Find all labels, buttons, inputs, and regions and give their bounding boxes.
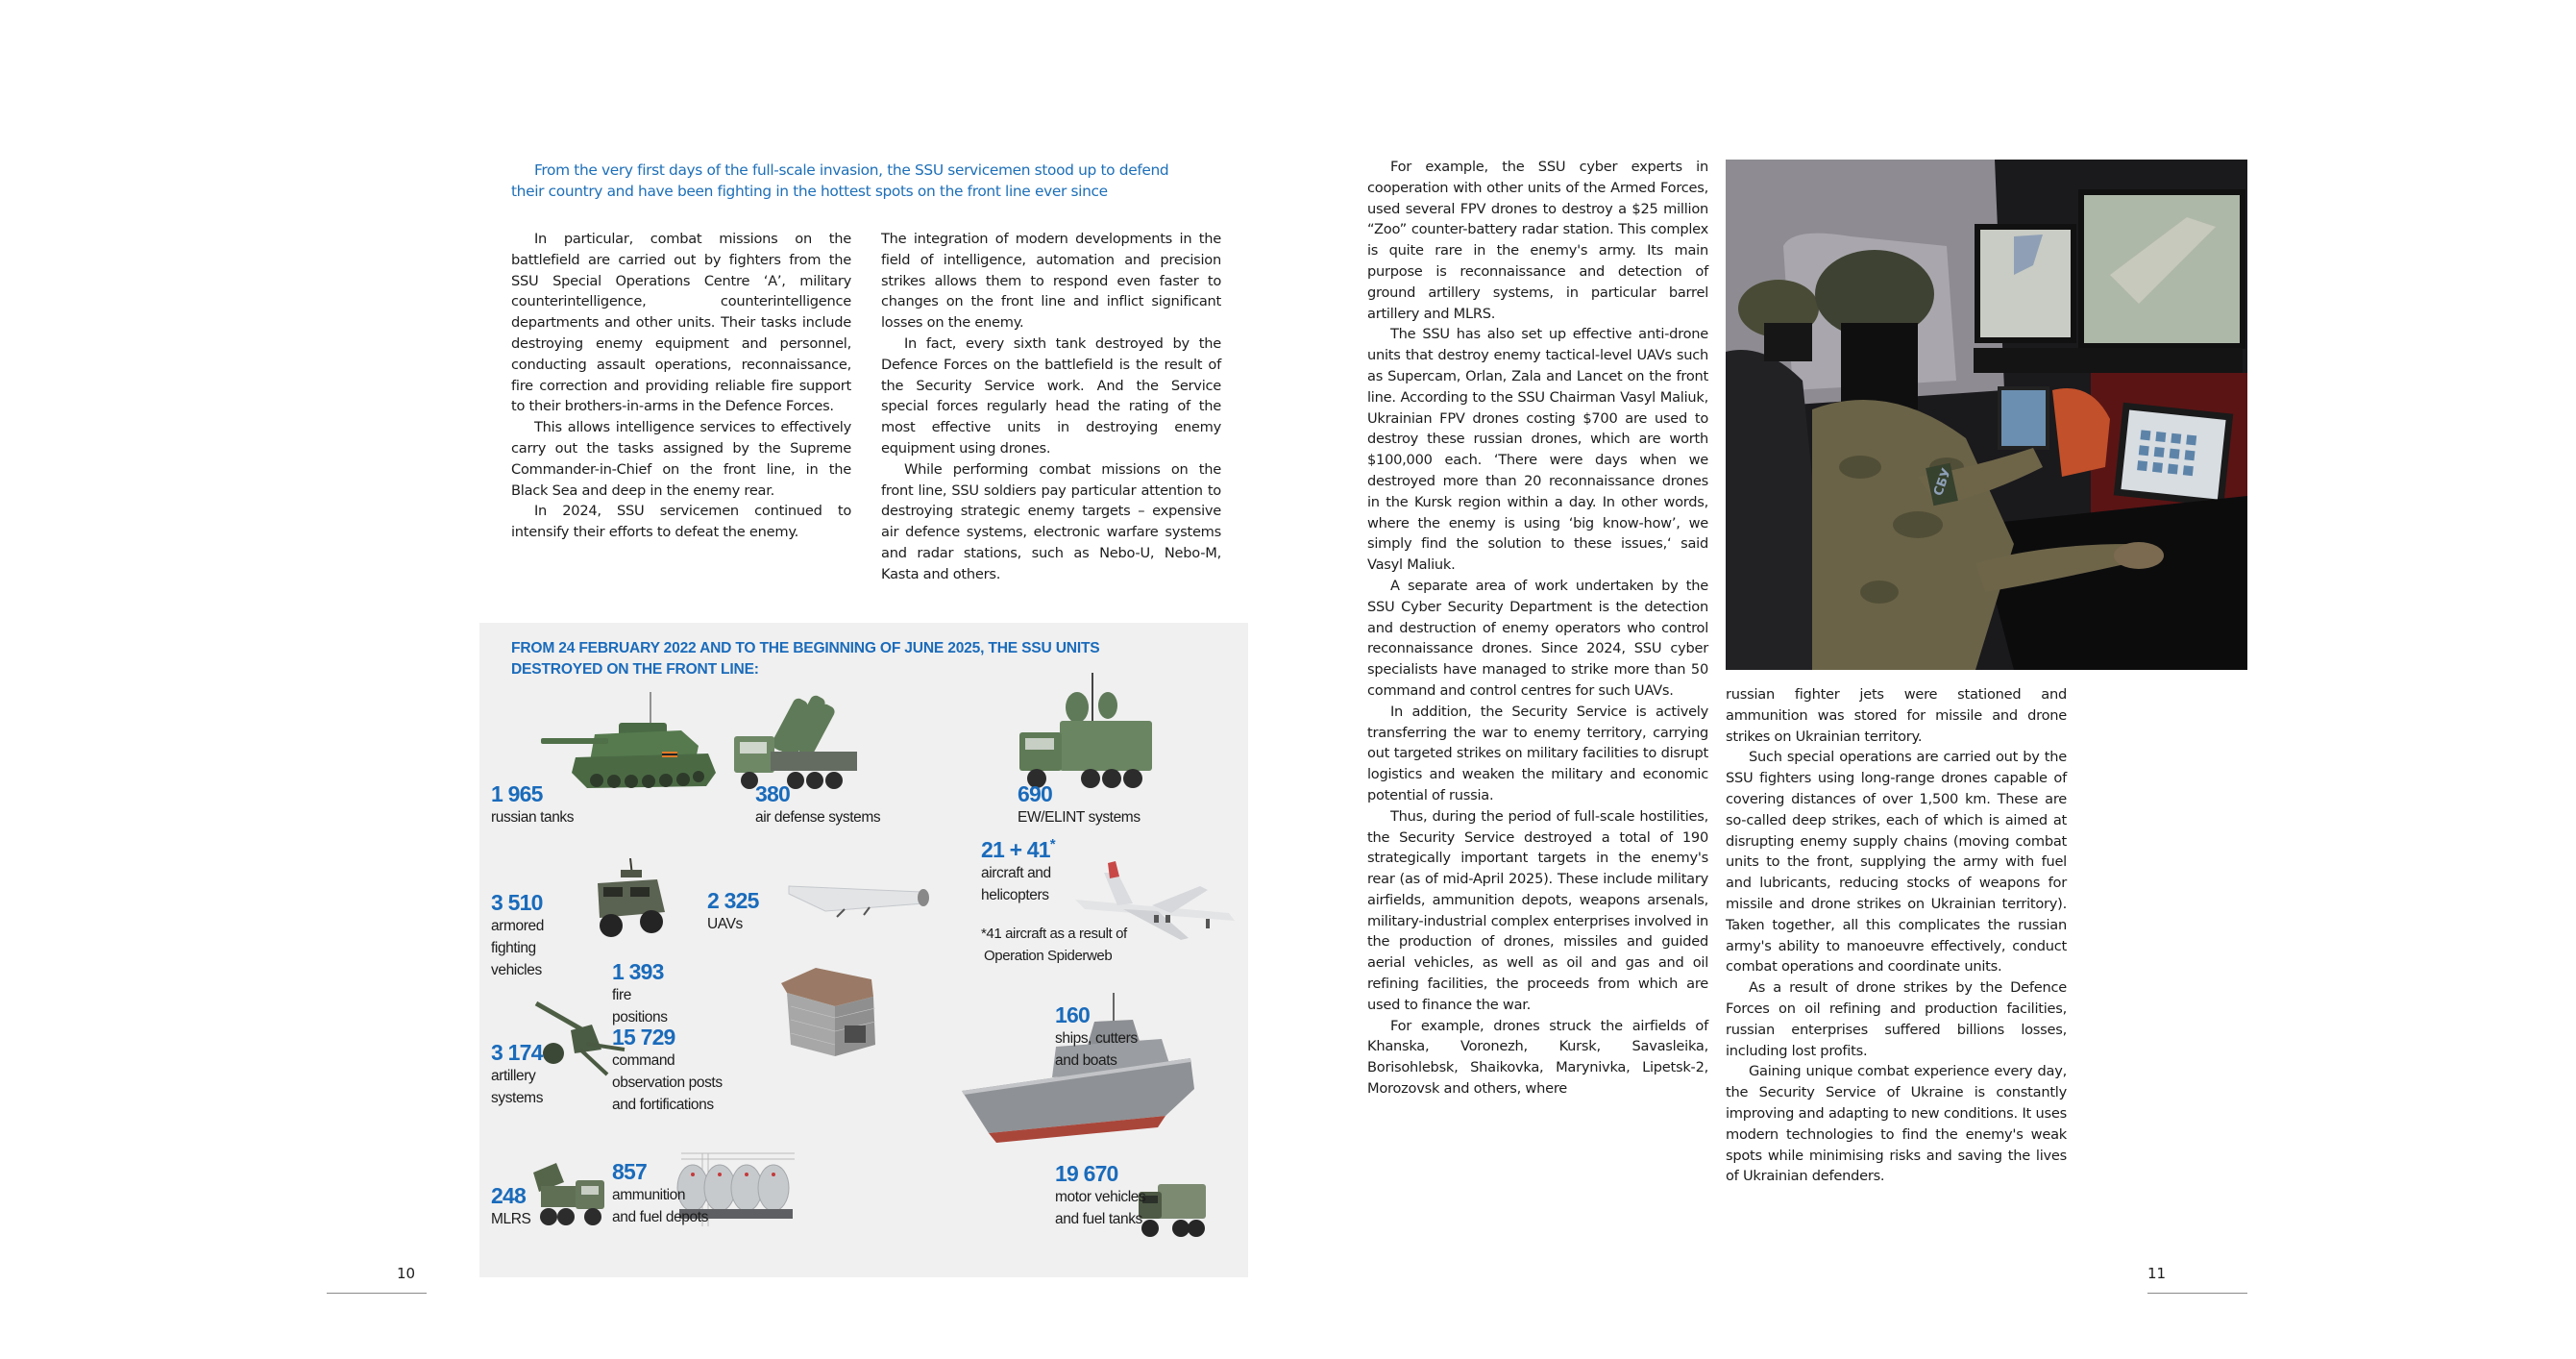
lead-line-1: From the very first days of the full-scale invasion, the SSU servicemen stood up to defend (534, 161, 1169, 179)
stat-label: vehicles (491, 962, 542, 978)
paragraph: Thus, during the period of full-scale hostilities, the Security Service destroyed a total of 190 strategically important targets in the enemy's rear (as of mid-April 2025). These include military airfields, ammunition depots, weapons arsenals, military-industrial complex enterprises involved in the production of drones, missiles and guided aerial vehicles, as well as oil and gas and oil refining facilities, the proceeds from which are used to finance the war. (1367, 807, 1708, 1013)
paragraph: The integration of modern developments in the field of intelligence, automation and precision strikes allows them to respond even faster to changes on the front line and inflict significant losses on the enemy. (881, 231, 1221, 332)
howitzer-icon (532, 996, 628, 1082)
stat-aircraft (981, 832, 1055, 906)
stat-label: helicopters (981, 887, 1049, 903)
page-number-rule-right (2147, 1293, 2247, 1294)
stat-air-defense (755, 781, 880, 828)
stat-value: 1 965 (491, 781, 543, 806)
page-number-right: 11 (2147, 1265, 2167, 1282)
destroyed-equipment-infographic (479, 623, 1248, 1277)
stat-label: armored (491, 918, 544, 934)
stat-depots (612, 1159, 708, 1228)
paragraph: In addition, the Security Service is actively transferring the war to enemy territory, carrying out targeted strikes on military facilities to disrupt logistics and weaken the military and economic potential of russia. (1367, 703, 1708, 803)
paragraph: The SSU has also set up effective anti-drone units that destroy enemy tactical-level UAVs such as Supercam, Orlan, Zala and Lancet on the front line. According to the SSU Chairman Vasyl Maliuk, Ukrainian FPV drones costing $700 are used to destroy these russian drones, which are worth $100,000 each. ‘There were days when we destroyed more than 20 reconnaissance drones in the Kursk region within a day. In other words, where the enemy is using ‘big know-how’, we simply find the solution to these issues,‘ said Vasyl Maliuk. (1367, 326, 1708, 574)
stat-label: fighting (491, 940, 536, 956)
stat-label: and fuel depots (612, 1209, 709, 1225)
infographic-title-line-2: DESTROYED ON THE FRONT LINE: (511, 661, 759, 678)
left-page-column-2 (881, 229, 1221, 585)
stat-label: MLRS (491, 1211, 531, 1227)
stat-label: command (612, 1052, 675, 1069)
paragraph: Such special operations are carried out by the SSU fighters using long-range drones capable of covering distances of over 1,500 km. These are so-called deep strikes, each of which is aimed at disrupting enemy supply chains (moving combat units to the front, supplying the army with fuel and lubricants, reducing stocks of weapons for missile and drone strikes on Ukrainian territory). Taken together, all this complicates the russian army's ability to manoeuvre effectively, conduct combat operations and coordinate units. (1726, 749, 2067, 976)
stat-label: EW/ELINT systems (1018, 809, 1141, 826)
stat-ew-elint (1018, 781, 1141, 828)
mlrs-truck-icon (529, 1161, 616, 1233)
stat-ships (1055, 1002, 1138, 1072)
stat-value-text: 21 + 41 (981, 837, 1050, 862)
stat-label: aircraft and (981, 865, 1051, 881)
stat-value: 380 (755, 781, 790, 806)
stat-value: 15 729 (612, 1025, 675, 1050)
stat-label: and fuel tanks (1055, 1211, 1142, 1227)
stat-command-posts (612, 1025, 723, 1116)
stat-value: 690 (1018, 781, 1052, 806)
armored-vehicle-icon (590, 858, 672, 945)
stat-value: 3 510 (491, 890, 543, 915)
stat-value: 1 393 (612, 959, 664, 984)
stat-label: ships, cutters (1055, 1030, 1138, 1047)
ew-truck-icon (998, 673, 1162, 798)
stat-label: UAVs (707, 916, 743, 932)
uav-drone-icon (787, 882, 931, 926)
paragraph: In 2024, SSU servicemen continued to intensify their efforts to defeat the enemy. (511, 503, 851, 541)
stat-label: air defense systems (755, 809, 881, 826)
paragraph: While performing combat missions on the front line, SSU soldiers pay particular attention to destroying strategic enemy targets – expensive air defence systems, electronic warfare systems and radar stations, such as Nebo-U, Nebo-M, Kasta and others. (881, 460, 1221, 582)
stat-mlrs (491, 1183, 530, 1230)
stat-label: positions (612, 1009, 668, 1025)
right-page-column-2 (1726, 684, 2067, 1187)
photo-scene (1726, 160, 2247, 670)
page-number-rule-left (327, 1293, 427, 1294)
footnote-line-1: *41 aircraft as a result of (981, 926, 1127, 942)
paragraph: A separate area of work undertaken by the SSU Cyber Security Department is the detection and destruction of enemy operators who control reconnaissance drones. Since 2024, SSU cyber specialists have managed to strike more than 50 command and control centres for such UAVs. (1367, 577, 1708, 699)
aircraft-footnote (981, 923, 1127, 967)
stat-artillery (491, 1040, 543, 1109)
stat-value: 160 (1055, 1002, 1090, 1027)
stat-tanks (491, 781, 574, 828)
stat-label: russian tanks (491, 809, 575, 826)
lead-paragraph (511, 160, 1220, 202)
stat-label: and boats (1055, 1052, 1117, 1069)
stat-armored-vehicles (491, 890, 544, 981)
photo-ssu-drone-operators (1726, 160, 2247, 670)
stat-label: observation posts (612, 1075, 723, 1091)
stat-value (981, 832, 1055, 862)
right-page-column-1 (1367, 157, 1708, 1100)
left-page-column-1 (511, 229, 851, 543)
stat-value: 3 174 (491, 1040, 543, 1065)
stat-uavs (707, 888, 759, 935)
paragraph: For example, the SSU cyber experts in cooperation with other units of the Armed Forces, used several FPV drones to destroy a $25 million “Zoo” counter-battery radar station. This complex is quite rare in the enemy's army. Its main purpose is reconnaissance and detection of ground artillery systems, in particular barrel artillery and MLRS. (1367, 159, 1708, 322)
paragraph: Gaining unique combat experience every day, the Security Service of Ukraine is constantly improving and adapting to new conditions. It uses modern technologies to find the enemy's weak spots while minimising risks and saving the lives of Ukrainian defenders. (1726, 1063, 2067, 1185)
infographic-title-line-1: FROM 24 FEBRUARY 2022 AND TO THE BEGINNING OF JUNE 2025, THE SSU UNITS (511, 640, 1100, 656)
stat-value: 248 (491, 1183, 526, 1208)
stat-value: 857 (612, 1159, 647, 1184)
footnote-mark: * (1049, 836, 1055, 852)
paragraph: In fact, every sixth tank destroyed by the Defence Forces on the battlefield is the result of the Security Service work. And the Service special forces regularly head the rating of the most effective units in destroying enemy equipment using drones. (881, 334, 1221, 457)
paragraph: This allows intelligence services to effectively carry out the tasks assigned by the Supreme Commander-in-Chief on the front line, in the Black Sea and deep in the enemy rear. (511, 419, 851, 499)
paragraph: In particular, combat missions on the battlefield are carried out by fighters from the SSU Special Operations Centre ‘A’, military counterintelligence, counterintelligence departments and other units. Their tasks include destroying enemy equipment and personnel, conducting assault operations, reconnaissance, fire correction and providing reliable fire support to their brothers-in-arms in the Defence Forces. (511, 231, 851, 415)
paragraph: russian fighter jets were stationed and ammunition was stored for missile and drone strikes on Ukrainian territory. (1726, 686, 2067, 745)
stat-label: fire (612, 987, 631, 1003)
fortification-icon (777, 964, 883, 1060)
stat-label: artillery (491, 1068, 536, 1084)
stat-label: ammunition (612, 1187, 686, 1203)
stat-value: 2 325 (707, 888, 759, 913)
page-number-left: 10 (397, 1265, 416, 1282)
sbu-patch-text: СБУ (1931, 466, 1955, 499)
paragraph: For example, drones struck the airfields of Khanska, Voronezh, Kursk, Savasleika, Borisohlebsk, Shaikovka, Marynivka, Lipetsk-2, Morozovsk and others, where (1367, 1017, 1708, 1098)
stat-label: systems (491, 1090, 544, 1106)
stat-motor-vehicles (1055, 1161, 1145, 1230)
stat-value: 19 670 (1055, 1161, 1118, 1186)
stat-label: and fortifications (612, 1097, 714, 1113)
lead-line-2: their country and have been fighting in the hottest spots on the front line ever since (511, 183, 1108, 200)
footnote-line-2: Operation Spiderweb (984, 948, 1113, 964)
stat-label: motor vehicles (1055, 1189, 1146, 1205)
paragraph: As a result of drone strikes by the Defence Forces on oil refining and production facilities, russian enterprises suffered billions losses, including lost profits. (1726, 979, 2067, 1059)
